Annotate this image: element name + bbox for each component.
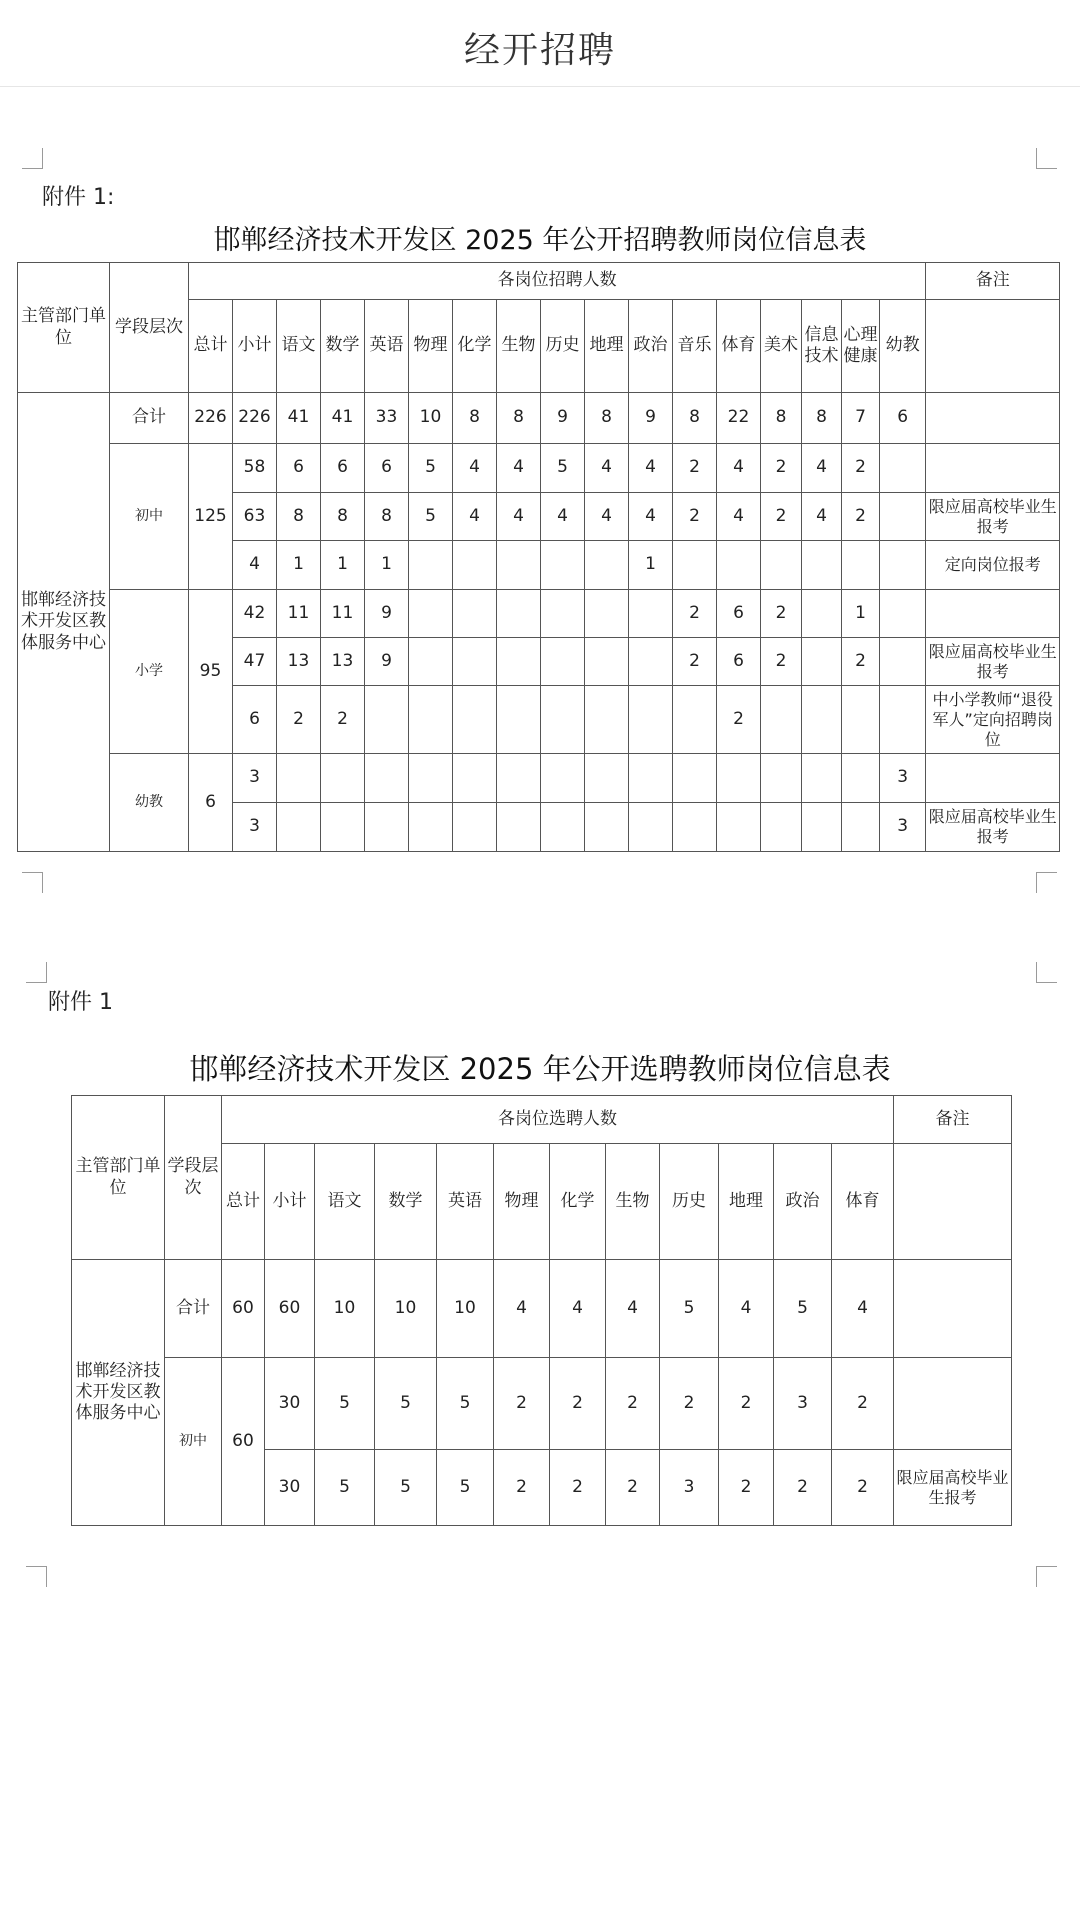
crop-mark (1036, 1566, 1057, 1587)
count-cell: 4 (453, 493, 497, 541)
count-cell: 3 (774, 1358, 832, 1450)
count-cell: 2 (832, 1358, 894, 1450)
count-cell: 5 (315, 1450, 375, 1526)
total-value: 8 (673, 393, 717, 444)
count-cell (673, 803, 717, 852)
count-cell: 9 (365, 590, 409, 638)
count-cell: 2 (673, 638, 717, 686)
header-subject: 地理 (719, 1144, 774, 1260)
remark-cell (894, 1358, 1012, 1450)
count-cell: 2 (606, 1358, 660, 1450)
count-cell (761, 686, 802, 754)
remark-cell: 限应届高校毕业生报考 (926, 493, 1060, 541)
header-subject: 小计 (265, 1144, 315, 1260)
count-cell: 3 (233, 754, 277, 803)
count-cell (717, 541, 761, 590)
count-cell (585, 541, 629, 590)
count-cell: 6 (233, 686, 277, 754)
count-cell: 1 (629, 541, 673, 590)
count-cell (497, 686, 541, 754)
header-subject: 生物 (606, 1144, 660, 1260)
count-cell: 30 (265, 1450, 315, 1526)
count-cell: 2 (494, 1450, 550, 1526)
count-cell (453, 754, 497, 803)
remark-cell (894, 1260, 1012, 1358)
count-cell: 2 (673, 590, 717, 638)
total-value: 6 (880, 393, 926, 444)
count-cell: 30 (265, 1358, 315, 1450)
header-remark: 备注 (894, 1096, 1012, 1144)
count-cell (585, 754, 629, 803)
count-cell (802, 541, 842, 590)
count-cell (880, 638, 926, 686)
count-cell: 2 (842, 444, 880, 493)
count-cell (541, 686, 585, 754)
total-value: 8 (497, 393, 541, 444)
remark-cell (926, 590, 1060, 638)
count-cell: 5 (409, 444, 453, 493)
count-cell: 4 (802, 444, 842, 493)
header-subject: 英语 (365, 300, 409, 393)
count-cell (761, 803, 802, 852)
remark-cell (926, 393, 1060, 444)
remark-cell: 定向岗位报考 (926, 541, 1060, 590)
count-cell (802, 686, 842, 754)
total-value: 41 (277, 393, 321, 444)
level-label: 幼教 (110, 754, 189, 852)
level-total: 6 (189, 754, 233, 852)
header-dept: 主管部门单位 (18, 263, 110, 393)
count-cell: 4 (802, 493, 842, 541)
count-cell: 5 (437, 1358, 494, 1450)
total-value: 8 (761, 393, 802, 444)
count-cell (629, 590, 673, 638)
total-value: 226 (233, 393, 277, 444)
dept-name: 邯郸经济技术开发区教体服务中心 (18, 393, 110, 852)
count-cell (761, 754, 802, 803)
count-cell: 2 (761, 590, 802, 638)
count-cell (453, 686, 497, 754)
level-label: 初中 (165, 1358, 222, 1526)
count-cell: 3 (660, 1450, 719, 1526)
count-cell (585, 590, 629, 638)
total-value: 10 (437, 1260, 494, 1358)
count-cell: 5 (541, 444, 585, 493)
total-value: 22 (717, 393, 761, 444)
count-cell (277, 803, 321, 852)
count-cell: 5 (437, 1450, 494, 1526)
header-subject: 历史 (541, 300, 585, 393)
level-label: 小学 (110, 590, 189, 754)
count-cell: 4 (629, 444, 673, 493)
count-cell (802, 754, 842, 803)
count-cell: 11 (321, 590, 365, 638)
count-cell: 2 (277, 686, 321, 754)
header-subject: 物理 (494, 1144, 550, 1260)
count-cell (365, 686, 409, 754)
header-subject: 语文 (315, 1144, 375, 1260)
count-cell: 58 (233, 444, 277, 493)
count-cell: 4 (497, 493, 541, 541)
count-cell (673, 754, 717, 803)
count-cell: 2 (842, 493, 880, 541)
selection-table (71, 1095, 1012, 1526)
count-cell (880, 590, 926, 638)
header-subject: 信息技术 (802, 300, 842, 393)
count-cell: 2 (660, 1358, 719, 1450)
header-subject: 语文 (277, 300, 321, 393)
count-cell (585, 803, 629, 852)
header-subject: 物理 (409, 300, 453, 393)
count-cell (497, 754, 541, 803)
app-header (0, 0, 1080, 87)
total-value: 10 (409, 393, 453, 444)
total-value: 5 (660, 1260, 719, 1358)
header-subject: 化学 (550, 1144, 606, 1260)
count-cell: 13 (277, 638, 321, 686)
remark-cell: 限应届高校毕业生报考 (894, 1450, 1012, 1526)
header-subject: 生物 (497, 300, 541, 393)
count-cell (497, 541, 541, 590)
count-cell: 63 (233, 493, 277, 541)
count-cell: 2 (761, 638, 802, 686)
count-cell: 3 (880, 754, 926, 803)
count-cell: 6 (277, 444, 321, 493)
header-subject: 历史 (660, 1144, 719, 1260)
crop-mark (1036, 148, 1057, 169)
header-remark: 备注 (926, 263, 1060, 300)
header-dept: 主管部门单位 (72, 1096, 165, 1260)
header-subject: 幼教 (880, 300, 926, 393)
count-cell: 4 (585, 444, 629, 493)
count-cell (409, 803, 453, 852)
crop-mark (1036, 962, 1057, 983)
count-cell: 4 (585, 493, 629, 541)
count-cell (497, 803, 541, 852)
count-cell: 2 (550, 1450, 606, 1526)
count-cell (842, 686, 880, 754)
count-cell: 2 (774, 1450, 832, 1526)
count-cell: 47 (233, 638, 277, 686)
count-cell: 1 (277, 541, 321, 590)
header-subject: 总计 (222, 1144, 265, 1260)
count-cell: 2 (494, 1358, 550, 1450)
count-cell: 2 (832, 1450, 894, 1526)
remark-cell (926, 444, 1060, 493)
dept-name: 邯郸经济技术开发区教体服务中心 (72, 1260, 165, 1526)
count-cell (365, 803, 409, 852)
count-cell: 2 (321, 686, 365, 754)
count-cell: 9 (365, 638, 409, 686)
count-cell (585, 638, 629, 686)
count-cell: 6 (717, 590, 761, 638)
count-cell (629, 754, 673, 803)
count-cell (842, 541, 880, 590)
total-value: 4 (832, 1260, 894, 1358)
total-value: 10 (315, 1260, 375, 1358)
count-cell (629, 803, 673, 852)
total-value: 4 (606, 1260, 660, 1358)
remark-cell: 限应届高校毕业生报考 (926, 803, 1060, 852)
count-cell (842, 754, 880, 803)
count-cell: 2 (761, 444, 802, 493)
count-cell (802, 803, 842, 852)
count-cell (541, 754, 585, 803)
count-cell (321, 803, 365, 852)
header-subject: 数学 (375, 1144, 437, 1260)
total-value: 4 (494, 1260, 550, 1358)
count-cell (453, 638, 497, 686)
level-total: 95 (189, 590, 233, 754)
count-cell: 5 (375, 1450, 437, 1526)
total-value: 4 (550, 1260, 606, 1358)
total-value: 226 (189, 393, 233, 444)
count-cell (880, 444, 926, 493)
header-subject: 政治 (774, 1144, 832, 1260)
count-cell (409, 590, 453, 638)
total-value: 4 (719, 1260, 774, 1358)
count-cell: 13 (321, 638, 365, 686)
count-cell: 2 (550, 1358, 606, 1450)
count-cell (277, 754, 321, 803)
count-cell: 8 (277, 493, 321, 541)
count-cell: 5 (375, 1358, 437, 1450)
count-cell: 6 (365, 444, 409, 493)
count-cell (409, 686, 453, 754)
count-cell (541, 803, 585, 852)
total-value: 60 (222, 1260, 265, 1358)
count-cell (842, 803, 880, 852)
count-cell (629, 638, 673, 686)
header-subject: 体育 (717, 300, 761, 393)
crop-mark (22, 148, 43, 169)
count-cell (409, 541, 453, 590)
count-cell (880, 493, 926, 541)
recruitment-table (17, 262, 1060, 852)
total-value: 33 (365, 393, 409, 444)
header-group: 各岗位招聘人数 (189, 263, 926, 300)
header-subject: 心理健康 (842, 300, 880, 393)
header-level: 学段层次 (110, 263, 189, 393)
remark-cell: 中小学教师“退役军人”定向招聘岗位 (926, 686, 1060, 754)
count-cell: 2 (719, 1450, 774, 1526)
total-value: 9 (541, 393, 585, 444)
count-cell (673, 541, 717, 590)
remark-cell (926, 754, 1060, 803)
count-cell: 6 (717, 638, 761, 686)
count-cell: 2 (719, 1358, 774, 1450)
crop-mark (26, 1566, 47, 1587)
count-cell: 2 (606, 1450, 660, 1526)
total-value: 9 (629, 393, 673, 444)
count-cell (321, 754, 365, 803)
count-cell: 1 (365, 541, 409, 590)
crop-mark (1036, 872, 1057, 893)
count-cell: 4 (497, 444, 541, 493)
level-total: 125 (189, 444, 233, 590)
header-remark-blank (894, 1144, 1012, 1260)
count-cell: 4 (541, 493, 585, 541)
count-cell: 3 (880, 803, 926, 852)
level-total: 60 (222, 1358, 265, 1526)
count-cell: 5 (409, 493, 453, 541)
count-cell (453, 590, 497, 638)
header-level: 学段层次 (165, 1096, 222, 1260)
count-cell: 2 (673, 493, 717, 541)
attachment-label: 附件 1 (48, 990, 113, 1015)
header-subject: 小计 (233, 300, 277, 393)
count-cell: 1 (842, 590, 880, 638)
total-value: 5 (774, 1260, 832, 1358)
count-cell: 4 (717, 444, 761, 493)
count-cell (497, 638, 541, 686)
header-remark-blank (926, 300, 1060, 393)
header-subject: 地理 (585, 300, 629, 393)
count-cell (673, 686, 717, 754)
count-cell (717, 803, 761, 852)
count-cell (629, 686, 673, 754)
count-cell: 2 (842, 638, 880, 686)
count-cell (802, 590, 842, 638)
crop-mark (22, 872, 43, 893)
count-cell (453, 803, 497, 852)
count-cell: 8 (321, 493, 365, 541)
count-cell: 3 (233, 803, 277, 852)
remark-cell: 限应届高校毕业生报考 (926, 638, 1060, 686)
count-cell (497, 590, 541, 638)
header-group: 各岗位选聘人数 (222, 1096, 894, 1144)
count-cell (717, 754, 761, 803)
total-value: 8 (585, 393, 629, 444)
attachment-label: 附件 1: (42, 185, 115, 210)
count-cell (880, 541, 926, 590)
count-cell: 4 (717, 493, 761, 541)
header-subject: 政治 (629, 300, 673, 393)
header-subject: 体育 (832, 1144, 894, 1260)
header-subject: 音乐 (673, 300, 717, 393)
total-value: 8 (453, 393, 497, 444)
count-cell: 2 (673, 444, 717, 493)
count-cell: 42 (233, 590, 277, 638)
level-label: 初中 (110, 444, 189, 590)
count-cell: 11 (277, 590, 321, 638)
count-cell: 6 (321, 444, 365, 493)
header-subject: 英语 (437, 1144, 494, 1260)
total-label: 合计 (165, 1260, 222, 1358)
header-subject: 数学 (321, 300, 365, 393)
total-value: 41 (321, 393, 365, 444)
count-cell: 1 (321, 541, 365, 590)
count-cell (541, 638, 585, 686)
count-cell (585, 686, 629, 754)
count-cell: 4 (233, 541, 277, 590)
total-value: 8 (802, 393, 842, 444)
count-cell: 2 (761, 493, 802, 541)
count-cell (453, 541, 497, 590)
doc-title: 邯郸经济技术开发区 2025 年公开选聘教师岗位信息表 (189, 1052, 891, 1086)
count-cell (880, 686, 926, 754)
doc-title: 邯郸经济技术开发区 2025 年公开招聘教师岗位信息表 (213, 225, 867, 256)
count-cell: 5 (315, 1358, 375, 1450)
count-cell (365, 754, 409, 803)
app-title: 经开招聘 (463, 30, 616, 71)
count-cell: 4 (453, 444, 497, 493)
count-cell (761, 541, 802, 590)
total-value: 10 (375, 1260, 437, 1358)
count-cell: 4 (629, 493, 673, 541)
header-subject: 总计 (189, 300, 233, 393)
count-cell (802, 638, 842, 686)
count-cell (409, 754, 453, 803)
crop-mark (26, 962, 47, 983)
count-cell (541, 541, 585, 590)
header-subject: 化学 (453, 300, 497, 393)
total-value: 7 (842, 393, 880, 444)
count-cell: 8 (365, 493, 409, 541)
header-subject: 美术 (761, 300, 802, 393)
count-cell (541, 590, 585, 638)
total-value: 60 (265, 1260, 315, 1358)
count-cell (409, 638, 453, 686)
total-label: 合计 (110, 393, 189, 444)
count-cell: 2 (717, 686, 761, 754)
